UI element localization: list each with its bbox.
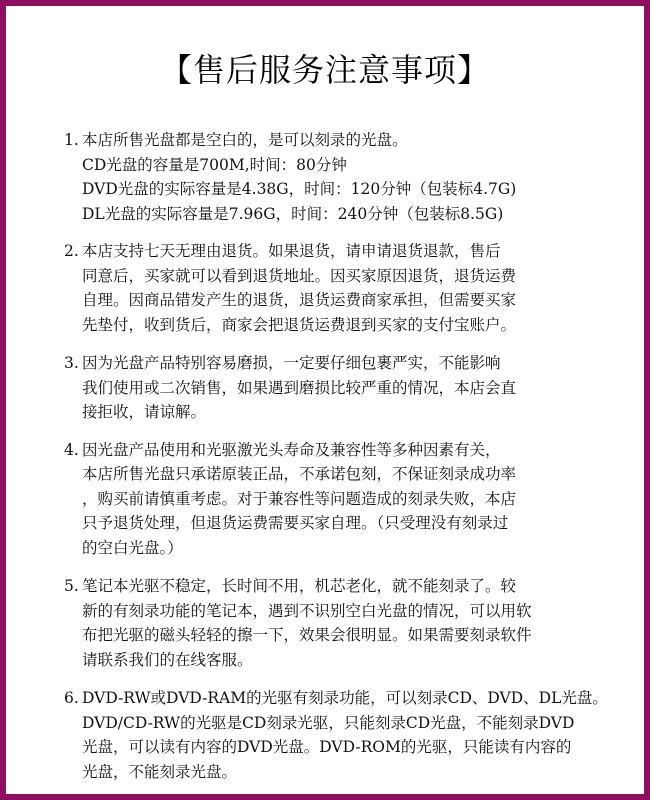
item-text	[82, 351, 634, 425]
item-line: 同意后，买家就可以看到退货地址。因买家原因退货，退货运费	[82, 266, 517, 285]
notice-item	[64, 574, 634, 672]
item-text	[82, 239, 634, 337]
item-line: 布把光驱的磁头轻轻的擦一下，效果会很明显。如果需要刻录软件	[82, 626, 532, 644]
notice-item	[64, 239, 634, 337]
item-text	[82, 686, 634, 784]
item-line: 光盘，可以读有内容的DVD光盘。DVD-ROM的光驱，只能读有内容的	[82, 738, 572, 756]
item-number: 5.	[64, 577, 79, 595]
item-line: 新的有刻录功能的笔记本，遇到不识别空白光盘的情况，可以用软	[82, 601, 532, 620]
item-line: 本店支持七天无理由退货。如果退货，请申请退货退款，售后	[82, 242, 501, 260]
item-number: 4.	[64, 440, 79, 459]
item-text	[82, 438, 634, 561]
notice-item	[64, 686, 634, 784]
item-line: 光盘，不能刻录光盘。	[82, 762, 238, 781]
item-line: ，购买前请慎重考虑。对于兼容性等问题造成的刻录失败，本店	[82, 489, 517, 508]
item-line: 先垫付，收到货后，商家会把退货运费退到买家的支付宝账户。	[82, 315, 517, 334]
item-line: DL光盘的实际容量是7.96G，时间：240分钟（包装标8.5G)	[82, 204, 504, 223]
notice-list	[64, 128, 634, 784]
item-number: 1.	[64, 131, 79, 149]
item-text	[82, 128, 634, 226]
item-line: DVD-RW或DVD-RAM的光驱有刻录功能，可以刻录CD、DVD、DL光盘。	[82, 689, 608, 707]
item-line: 本店所售光盘只承诺原装正品，不承诺包刻，不保证刻录成功率	[82, 465, 517, 483]
item-line: 本店所售光盘都是空白的，是可以刻录的光盘。	[82, 131, 408, 149]
item-line: 自理。因商品错发产生的退货，退货运费商家承担，但需要买家	[82, 291, 517, 309]
notice-item	[64, 128, 634, 226]
item-line: 因光盘产品使用和光驱激光头寿命及兼容性等多种因素有关，	[82, 440, 501, 459]
item-number: 6.	[64, 689, 79, 707]
item-line: DVD/CD-RW的光驱是CD刻录光驱，只能刻录CD光盘，不能刻录DVD	[82, 713, 575, 732]
page-title: 【售后服务注意事项】	[159, 51, 490, 89]
item-line: 我们使用或二次销售，如果遇到磨损比较严重的情况，本店会直	[82, 378, 517, 397]
item-line: CD光盘的容量是700M,时间：80分钟	[82, 155, 347, 174]
item-number: 3.	[64, 354, 79, 372]
notice-item	[64, 438, 634, 561]
item-text	[82, 574, 634, 672]
item-line: 笔记本光驱不稳定，长时间不用，机芯老化，就不能刻录了。较	[82, 577, 517, 595]
item-number: 2.	[64, 242, 79, 260]
item-line: 只予退货处理，但退货运费需要买家自理。（只受理没有刻录过	[82, 514, 509, 532]
item-line: 因为光盘产品特别容易磨损，一定要仔细包裹严实，不能影响	[82, 354, 501, 372]
item-line: DVD光盘的实际容量是4.38G，时间：120分钟（包装标4.7G)	[82, 180, 517, 198]
item-line: 的空白光盘。）	[82, 538, 183, 557]
item-line: 接拒收，请谅解。	[82, 403, 207, 421]
notice-item	[64, 351, 634, 425]
item-line: 请联系我们的在线客服。	[82, 650, 253, 669]
